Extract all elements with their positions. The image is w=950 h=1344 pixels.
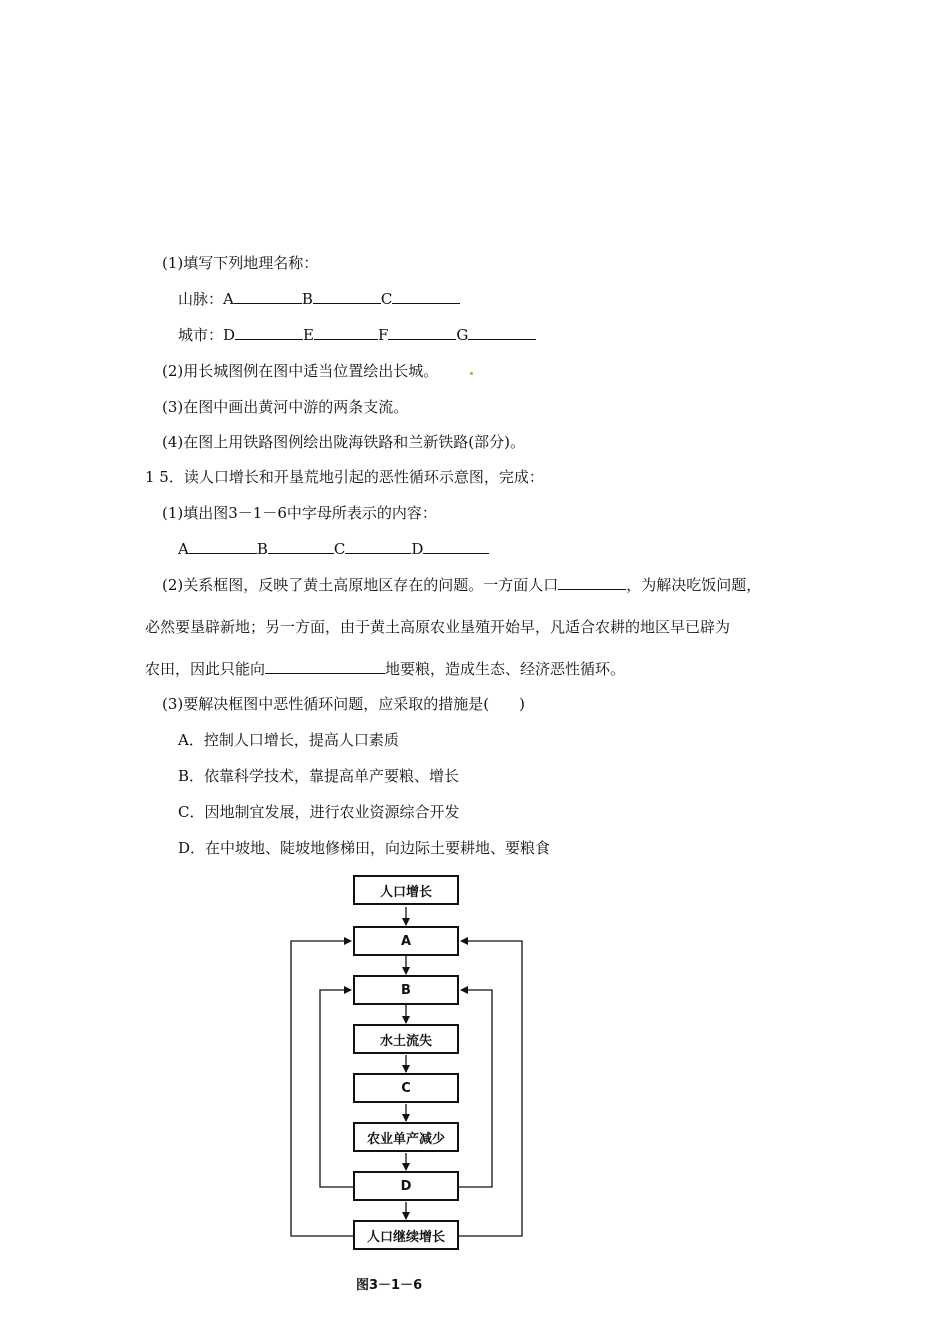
- box-c: C: [353, 1073, 459, 1103]
- q15-title: 1 5．读人口增长和开垦荒地引起的恶性循环示意图，完成：: [145, 468, 544, 486]
- cities-label: 城市：: [178, 326, 224, 344]
- box-b: B: [353, 975, 459, 1005]
- loop-right-outer: [459, 941, 522, 1236]
- q14-item1: (1)填写下列地理名称：: [162, 254, 319, 272]
- option-c[interactable]: C．因地制宜发展，进行农业资源综合开发: [178, 803, 460, 821]
- box-population-growth: 人口增长: [353, 875, 459, 905]
- box-a: A: [353, 926, 459, 956]
- q15-item2-line3-part1: 农田，因此只能向: [145, 660, 266, 678]
- q15-item2-part2: ，为解决吃饭问题，: [626, 576, 762, 594]
- q15-item2-part1: (2)关系框图，反映了黄土高原地区存在的问题。一方面人口: [162, 576, 559, 594]
- box-yield-decrease: 农业单产减少: [353, 1122, 459, 1152]
- mountains-row: 山脉：A B C: [178, 289, 460, 309]
- q14-item3: (3)在图中画出黄河中游的两条支流。: [162, 398, 409, 416]
- q15-item3: (3)要解决框图中恶性循环问题，应采取的措施是( ): [162, 695, 525, 713]
- box-d: D: [353, 1171, 459, 1201]
- option-b[interactable]: B．依靠科学技术，靠提高单产要粮、增长: [178, 767, 460, 785]
- loop-left-outer: [291, 941, 353, 1236]
- q15-item2-line2: 必然要垦辟新地；另一方面，由于黄土高原农业垦殖开始早，凡适合农耕的地区早已辟为: [145, 618, 731, 636]
- figure-caption: 图3－1－6: [356, 1278, 423, 1293]
- q15-item1: (1)填出图3－1－6中字母所表示的内容：: [162, 504, 437, 522]
- box-continued-growth: 人口继续增长: [353, 1220, 459, 1250]
- option-d[interactable]: D．在中坡地、陡坡地修梯田，向边际土要耕地、要粮食: [178, 839, 551, 857]
- q14-item2: (2)用长城图例在图中适当位置绘出长城。: [162, 362, 439, 380]
- mountains-label: 山脉：: [178, 290, 224, 308]
- loop-left-inner: [320, 990, 353, 1187]
- box-soil-erosion: 水土流失: [353, 1024, 459, 1054]
- q14-item4: (4)在图上用铁路图例绘出陇海铁路和兰新铁路(部分)。: [162, 433, 525, 451]
- option-a[interactable]: A．控制人口增长，提高人口素质: [178, 731, 399, 749]
- cities-row: 城市：D E F G: [178, 325, 536, 345]
- answer-letters-row: A B C D: [178, 539, 489, 559]
- q15-item2-line3-part2: 地要粮，造成生态、经济恶性循环。: [385, 660, 626, 678]
- loop-right-inner: [459, 990, 492, 1187]
